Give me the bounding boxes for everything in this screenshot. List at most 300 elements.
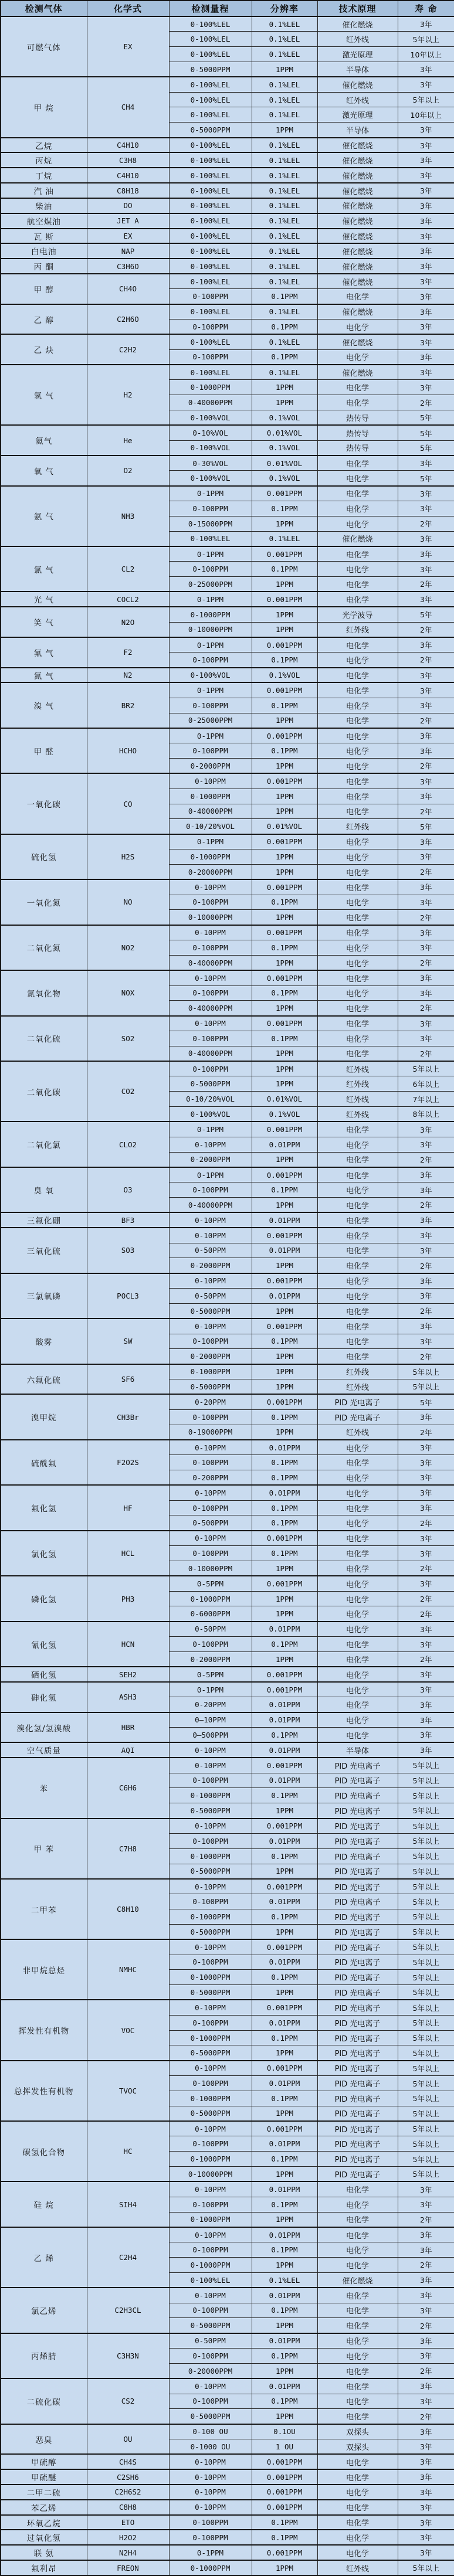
- principle-cell: 电化学: [317, 1561, 398, 1576]
- resolution-cell: 0.1%LEL: [252, 16, 317, 32]
- principle-cell: 电化学: [317, 789, 398, 804]
- principle-cell: 电化学: [317, 1470, 398, 1486]
- principle-cell: 电化学: [317, 2303, 398, 2318]
- table-row: [1, 456, 454, 471]
- range-cell: 0-100PPM: [169, 501, 252, 516]
- table-row: [1, 728, 454, 743]
- resolution-cell: 0.001PPM: [252, 879, 317, 895]
- lifespan-cell: 3年: [398, 1212, 454, 1228]
- range-cell: 0-100%LEL: [169, 47, 252, 62]
- formula-cell: C8H18: [87, 183, 169, 198]
- principle-cell: 电化学: [317, 577, 398, 592]
- table-row: [1, 168, 454, 183]
- resolution-cell: 0.001PPM: [252, 1758, 317, 1773]
- gas-name-cell: 非甲烷总烃: [1, 1939, 87, 2000]
- lifespan-cell: 2年: [398, 1606, 454, 1622]
- resolution-cell: 1PPM: [252, 1198, 317, 1213]
- gas-name-cell: 丁烷: [1, 168, 87, 183]
- range-cell: 0-100PPM: [169, 940, 252, 956]
- resolution-cell: 0.1%LEL: [252, 183, 317, 198]
- formula-cell: O2: [87, 456, 169, 486]
- range-cell: 0-40000PPM: [169, 1046, 252, 1061]
- principle-cell: 电化学: [317, 2181, 398, 2197]
- resolution-cell: 0.01PPM: [252, 1485, 317, 1500]
- table-row: [1, 2500, 454, 2515]
- resolution-cell: 0.01%VOL: [252, 425, 317, 440]
- formula-cell: C2H6O: [87, 304, 169, 335]
- lifespan-cell: 3年: [398, 1289, 454, 1304]
- resolution-cell: 1PPM: [252, 2318, 317, 2333]
- formula-cell: C2SH6: [87, 2469, 169, 2485]
- range-cell: 0-10PPM: [169, 2227, 252, 2242]
- principle-cell: PID 光电离子: [317, 1409, 398, 1425]
- lifespan-cell: 3年: [398, 1016, 454, 1031]
- resolution-cell: 0.01PPM: [252, 1289, 317, 1304]
- formula-cell: ETO: [87, 2515, 169, 2530]
- lifespan-cell: 3年: [398, 834, 454, 849]
- range-cell: 0-2000PPM: [169, 1651, 252, 1667]
- formula-cell: C6H6: [87, 1758, 169, 1818]
- lifespan-cell: 2年: [398, 1001, 454, 1016]
- range-cell: 0-5000PPM: [169, 2106, 252, 2121]
- resolution-cell: 0.1%LEL: [252, 2272, 317, 2288]
- principle-cell: 电化学: [317, 1606, 398, 1622]
- formula-cell: C2H6S2: [87, 2485, 169, 2500]
- lifespan-cell: 3年: [398, 970, 454, 985]
- gas-name-cell: 三氯氧磷: [1, 1273, 87, 1318]
- range-cell: 0-10PPM: [169, 879, 252, 895]
- principle-cell: PID 光电离子: [317, 1970, 398, 1985]
- resolution-cell: 0.001PPM: [252, 2485, 317, 2500]
- formula-cell: C3H6O: [87, 259, 169, 274]
- principle-cell: 电化学: [317, 1167, 398, 1182]
- formula-cell: NO2: [87, 925, 169, 970]
- principle-cell: 催化燃烧: [317, 274, 398, 289]
- range-cell: 0-100%LEL: [169, 198, 252, 213]
- lifespan-cell: 5年以上: [398, 32, 454, 47]
- principle-cell: PID 光电离子: [317, 1894, 398, 1909]
- lifespan-cell: 2年: [398, 1425, 454, 1440]
- formula-cell: N2H4: [87, 2545, 169, 2560]
- range-cell: 0-100PPM: [169, 2076, 252, 2091]
- principle-cell: 电化学: [317, 864, 398, 879]
- gas-name-cell: 氟 气: [1, 637, 87, 668]
- lifespan-cell: 3年: [398, 2469, 454, 2485]
- range-cell: 0-100PPM: [169, 1031, 252, 1046]
- gas-name-cell: 苯乙烯: [1, 2500, 87, 2515]
- lifespan-cell: 3年: [398, 1470, 454, 1486]
- range-cell: 0-1PPM: [169, 1682, 252, 1697]
- range-cell: 0-1000PPM: [169, 1909, 252, 1925]
- formula-cell: FREON: [87, 2560, 169, 2575]
- table-row: [1, 637, 454, 653]
- formula-cell: DO: [87, 198, 169, 213]
- table-row: [1, 77, 454, 92]
- formula-cell: OU: [87, 2424, 169, 2455]
- gas-name-cell: 氟利昂: [1, 2560, 87, 2575]
- gas-name-cell: 总挥发性有机物: [1, 2061, 87, 2121]
- range-cell: 0-5000PPM: [169, 1076, 252, 1092]
- range-cell: 0-200PPM: [169, 1470, 252, 1486]
- formula-cell: NO: [87, 879, 169, 925]
- lifespan-cell: 5年以上: [398, 1803, 454, 1819]
- range-cell: 0-100%LEL: [169, 243, 252, 259]
- lifespan-cell: 2年: [398, 2318, 454, 2333]
- resolution-cell: 0.1PPM: [252, 320, 317, 335]
- principle-cell: 催化燃烧: [317, 213, 398, 229]
- lifespan-cell: 3年: [398, 1697, 454, 1712]
- resolution-cell: 0.1PPM: [252, 940, 317, 956]
- lifespan-cell: 3年: [398, 879, 454, 895]
- formula-cell: C4H10: [87, 168, 169, 183]
- principle-cell: 电化学: [317, 2349, 398, 2364]
- table-body: [1, 16, 454, 2575]
- table-row: [1, 1667, 454, 1682]
- resolution-cell: 0.1PPM: [252, 1728, 317, 1743]
- range-cell: 0-1000PPM: [169, 2258, 252, 2273]
- lifespan-cell: 3年: [398, 289, 454, 304]
- lifespan-cell: 3年: [398, 1122, 454, 1137]
- lifespan-cell: 2年: [398, 1515, 454, 1531]
- resolution-cell: 1PPM: [252, 1258, 317, 1273]
- lifespan-cell: 5年以上: [398, 1848, 454, 1864]
- resolution-cell: 0.001PPM: [252, 592, 317, 607]
- lifespan-cell: 2年: [398, 1651, 454, 1667]
- gas-name-cell: 乙 烯: [1, 2227, 87, 2288]
- range-cell: 0-100PPM: [169, 1546, 252, 1561]
- table-row: [1, 183, 454, 198]
- resolution-cell: 1PPM: [252, 789, 317, 804]
- formula-cell: C3H8: [87, 152, 169, 168]
- range-cell: 0-5000PPM: [169, 1924, 252, 1939]
- principle-cell: 红外线: [317, 1379, 398, 1395]
- table-row: [1, 1682, 454, 1697]
- resolution-cell: 0.1%LEL: [252, 152, 317, 168]
- principle-cell: PID 光电离子: [317, 2106, 398, 2121]
- resolution-cell: 0.01PPM: [252, 1955, 317, 1970]
- range-cell: 0-5000PPM: [169, 1985, 252, 2000]
- range-cell: 0-100%LEL: [169, 92, 252, 107]
- gas-name-cell: 氧 气: [1, 456, 87, 486]
- lifespan-cell: 2年: [398, 1591, 454, 1606]
- lifespan-cell: 5年以上: [398, 1819, 454, 1834]
- formula-cell: JET A: [87, 213, 169, 229]
- table-row: [1, 213, 454, 229]
- principle-cell: 催化燃烧: [317, 304, 398, 320]
- principle-cell: 红外线: [317, 1061, 398, 1076]
- formula-cell: SF6: [87, 1364, 169, 1395]
- principle-cell: PID 光电离子: [317, 2136, 398, 2152]
- lifespan-cell: 3年: [398, 2333, 454, 2349]
- table-row: [1, 2424, 454, 2439]
- lifespan-cell: 2年: [398, 395, 454, 410]
- resolution-cell: 0.01PPM: [252, 2015, 317, 2030]
- resolution-cell: 0.1PPM: [252, 743, 317, 759]
- formula-cell: CO2: [87, 1061, 169, 1122]
- principle-cell: PID 光电离子: [317, 2015, 398, 2030]
- resolution-cell: 0.1PPM: [252, 1334, 317, 1349]
- resolution-cell: 0.1PPM: [252, 2530, 317, 2545]
- range-cell: 0-100%VOL: [169, 668, 252, 683]
- principle-cell: 催化燃烧: [317, 183, 398, 198]
- lifespan-cell: 3年: [398, 2242, 454, 2258]
- range-cell: 0-100%LEL: [169, 152, 252, 168]
- gas-name-cell: 挥发性有机物: [1, 2000, 87, 2060]
- range-cell: 0-10PPM: [169, 1485, 252, 1500]
- principle-cell: 红外线: [317, 2560, 398, 2575]
- range-cell: 0—10PPM: [169, 1712, 252, 1728]
- lifespan-cell: 3年: [398, 1031, 454, 1046]
- principle-cell: 红外线: [317, 1076, 398, 1092]
- lifespan-cell: 3年: [398, 637, 454, 653]
- resolution-cell: 1PPM: [252, 380, 317, 395]
- principle-cell: 电化学: [317, 349, 398, 365]
- range-cell: 0-1000PPM: [169, 1970, 252, 1985]
- range-cell: 0-100PPM: [169, 1894, 252, 1909]
- lifespan-cell: 3年: [398, 2378, 454, 2394]
- principle-cell: 电化学: [317, 1001, 398, 1016]
- principle-cell: 电化学: [317, 1031, 398, 1046]
- table-row: [1, 834, 454, 849]
- resolution-cell: 0.1PPM: [252, 2303, 317, 2318]
- resolution-cell: 0.1PPM: [252, 1182, 317, 1198]
- gas-name-cell: 甲 苯: [1, 1819, 87, 1879]
- principle-cell: 电化学: [317, 2530, 398, 2545]
- range-cell: 0-10PPM: [169, 1879, 252, 1894]
- principle-cell: 电化学: [317, 2485, 398, 2500]
- table-row: [1, 2121, 454, 2136]
- table-row: [1, 1712, 454, 1728]
- lifespan-cell: 10年以上: [398, 47, 454, 62]
- formula-cell: HCHO: [87, 728, 169, 773]
- range-cell: 0-15000PPM: [169, 516, 252, 531]
- lifespan-cell: 3年: [398, 62, 454, 77]
- lifespan-cell: 3年: [398, 168, 454, 183]
- gas-name-cell: 乙 炔: [1, 334, 87, 365]
- lifespan-cell: 5年以上: [398, 2136, 454, 2152]
- table-row: [1, 2560, 454, 2575]
- lifespan-cell: 3年: [398, 1440, 454, 1455]
- lifespan-cell: 3年: [398, 274, 454, 289]
- gas-name-cell: 二氧化氯: [1, 1122, 87, 1167]
- principle-cell: 电化学: [317, 289, 398, 304]
- range-cell: 0-40000PPM: [169, 955, 252, 970]
- principle-cell: PID 光电离子: [317, 2000, 398, 2015]
- lifespan-cell: 3年: [398, 1485, 454, 1500]
- principle-cell: 电化学: [317, 1152, 398, 1167]
- resolution-cell: 0.1%VOL: [252, 410, 317, 426]
- lifespan-cell: 5年: [398, 607, 454, 622]
- formula-cell: HCN: [87, 1622, 169, 1667]
- principle-cell: PID 光电离子: [317, 1803, 398, 1819]
- range-cell: 0-1PPM: [169, 728, 252, 743]
- resolution-cell: 1PPM: [252, 2167, 317, 2182]
- principle-cell: 电化学: [317, 2197, 398, 2212]
- principle-cell: 热传导: [317, 410, 398, 426]
- principle-cell: 电化学: [317, 759, 398, 774]
- range-cell: 0-10PPM: [169, 2469, 252, 2485]
- range-cell: 0-40000PPM: [169, 395, 252, 410]
- gas-name-cell: 溴 气: [1, 682, 87, 728]
- range-cell: 0-2000PPM: [169, 1258, 252, 1273]
- resolution-cell: 1PPM: [252, 395, 317, 410]
- formula-cell: BF3: [87, 1212, 169, 1228]
- range-cell: 0-10PPM: [169, 2121, 252, 2136]
- gas-name-cell: 环氧乙烷: [1, 2515, 87, 2530]
- range-cell: 0-1000 OU: [169, 2439, 252, 2455]
- lifespan-cell: 5年以上: [398, 1924, 454, 1939]
- gas-name-cell: 白电油: [1, 243, 87, 259]
- lifespan-cell: 3年: [398, 773, 454, 789]
- range-cell: 0-100PPM: [169, 1500, 252, 1515]
- range-cell: 0-100PPM: [169, 2197, 252, 2212]
- lifespan-cell: 5年以上: [398, 1364, 454, 1379]
- principle-cell: 电化学: [317, 1651, 398, 1667]
- resolution-cell: 1 OU: [252, 2439, 317, 2455]
- resolution-cell: 0.001PPM: [252, 486, 317, 501]
- lifespan-cell: 3年: [398, 1182, 454, 1198]
- principle-cell: 电化学: [317, 2515, 398, 2530]
- lifespan-cell: 5年以上: [398, 2045, 454, 2061]
- gas-name-cell: 硫酰氟: [1, 1440, 87, 1485]
- lifespan-cell: 5年以上: [398, 1788, 454, 1803]
- lifespan-cell: 5年以上: [398, 1379, 454, 1395]
- principle-cell: 电化学: [317, 728, 398, 743]
- range-cell: 0-100%LEL: [169, 365, 252, 380]
- principle-cell: 电化学: [317, 713, 398, 728]
- lifespan-cell: 5年以上: [398, 1985, 454, 2000]
- resolution-cell: 0.1%LEL: [252, 138, 317, 153]
- range-cell: 0-100PPM: [169, 1833, 252, 1848]
- lifespan-cell: 3年: [398, 1622, 454, 1637]
- range-cell: 0-2000PPM: [169, 759, 252, 774]
- gas-name-cell: 瓦 斯: [1, 229, 87, 244]
- principle-cell: 电化学: [317, 698, 398, 713]
- resolution-cell: 1PPM: [252, 1364, 317, 1379]
- resolution-cell: 0.001PPM: [252, 1531, 317, 1546]
- principle-cell: 电化学: [317, 985, 398, 1001]
- range-cell: 0-100PPM: [169, 2530, 252, 2545]
- formula-cell: H2: [87, 365, 169, 425]
- range-cell: 0-10PPM: [169, 2061, 252, 2076]
- resolution-cell: 0.1PPM: [252, 1788, 317, 1803]
- resolution-cell: 0.1%LEL: [252, 213, 317, 229]
- lifespan-cell: 3年: [398, 1228, 454, 1243]
- resolution-cell: 1PPM: [252, 1591, 317, 1606]
- table-row: [1, 1016, 454, 1031]
- gas-name-cell: 恶臭: [1, 2424, 87, 2455]
- range-cell: 0-1000PPM: [169, 2091, 252, 2106]
- lifespan-cell: 2年: [398, 516, 454, 531]
- lifespan-cell: 3年: [398, 2424, 454, 2439]
- lifespan-cell: 3年: [398, 2500, 454, 2515]
- header-cell-range: 检测量程: [169, 1, 252, 16]
- principle-cell: 电化学: [317, 2242, 398, 2258]
- lifespan-cell: 5年以上: [398, 92, 454, 107]
- lifespan-cell: 5年以上: [398, 2121, 454, 2136]
- range-cell: 0-1PPM: [169, 546, 252, 562]
- range-cell: 0-10000PPM: [169, 2167, 252, 2182]
- formula-cell: CH4S: [87, 2454, 169, 2469]
- range-cell: 0-10PPM: [169, 2500, 252, 2515]
- range-cell: 0-100PPM: [169, 743, 252, 759]
- range-cell: 0-2000PPM: [169, 1349, 252, 1364]
- principle-cell: PID 光电离子: [317, 1985, 398, 2000]
- table-row: [1, 152, 454, 168]
- resolution-cell: 1PPM: [252, 1864, 317, 1879]
- resolution-cell: 1PPM: [252, 123, 317, 138]
- range-cell: 0-50PPM: [169, 1622, 252, 1637]
- lifespan-cell: 2年: [398, 577, 454, 592]
- gas-name-cell: 氮氧化物: [1, 970, 87, 1015]
- table-row: [1, 2227, 454, 2242]
- principle-cell: 红外线: [317, 1092, 398, 1107]
- lifespan-cell: 3年: [398, 849, 454, 865]
- gas-name-cell: 氦气: [1, 425, 87, 456]
- resolution-cell: 0.1%LEL: [252, 304, 317, 320]
- range-cell: 0-100PPM: [169, 1409, 252, 1425]
- resolution-cell: 0.01PPM: [252, 1833, 317, 1848]
- resolution-cell: 1PPM: [252, 1152, 317, 1167]
- principle-cell: PID 光电离子: [317, 1864, 398, 1879]
- gas-name-cell: 硅 烷: [1, 2181, 87, 2227]
- principle-cell: 电化学: [317, 320, 398, 335]
- range-cell: 0-5000PPM: [169, 2318, 252, 2333]
- range-cell: 0-10PPM: [169, 925, 252, 940]
- formula-cell: NMHC: [87, 1939, 169, 2000]
- resolution-cell: 1PPM: [252, 1425, 317, 1440]
- lifespan-cell: 3年: [398, 925, 454, 940]
- principle-cell: 电化学: [317, 1576, 398, 1591]
- lifespan-cell: 5年以上: [398, 2030, 454, 2045]
- principle-cell: 催化燃烧: [317, 77, 398, 92]
- principle-cell: PID 光电离子: [317, 1924, 398, 1939]
- range-cell: 0-1000PPM: [169, 1364, 252, 1379]
- lifespan-cell: 3年: [398, 213, 454, 229]
- lifespan-cell: 5年以上: [398, 2076, 454, 2091]
- gas-name-cell: 六氟化硫: [1, 1364, 87, 1395]
- principle-cell: 电化学: [317, 2545, 398, 2560]
- formula-cell: N2O: [87, 607, 169, 637]
- range-cell: 0-100 OU: [169, 2424, 252, 2439]
- resolution-cell: 0.01PPM: [252, 1440, 317, 1455]
- resolution-cell: 0.1PPM: [252, 1970, 317, 1985]
- resolution-cell: 0.001PPM: [252, 2469, 317, 2485]
- range-cell: 0-100PPM: [169, 1334, 252, 1349]
- resolution-cell: 0.001PPM: [252, 2545, 317, 2560]
- range-cell: 0-1PPM: [169, 2545, 252, 2560]
- principle-cell: 电化学: [317, 1531, 398, 1546]
- principle-cell: 催化燃烧: [317, 259, 398, 274]
- lifespan-cell: 2年: [398, 864, 454, 879]
- lifespan-cell: 3年: [398, 1531, 454, 1546]
- lifespan-cell: 3年: [398, 138, 454, 153]
- gas-name-cell: 丙烷: [1, 152, 87, 168]
- gas-name-cell: 氯乙烯: [1, 2288, 87, 2333]
- lifespan-cell: 3年: [398, 1243, 454, 1258]
- lifespan-cell: 3年: [398, 562, 454, 577]
- lifespan-cell: 3年: [398, 123, 454, 138]
- resolution-cell: 0.001PPM: [252, 834, 317, 849]
- formula-cell: CH3Br: [87, 1394, 169, 1439]
- table-row: [1, 304, 454, 320]
- resolution-cell: 1PPM: [252, 955, 317, 970]
- resolution-cell: 0.1PPM: [252, 2091, 317, 2106]
- gas-name-cell: 笑 气: [1, 607, 87, 637]
- table-row: [1, 198, 454, 213]
- principle-cell: 半导体: [317, 1742, 398, 1758]
- principle-cell: 电化学: [317, 1455, 398, 1470]
